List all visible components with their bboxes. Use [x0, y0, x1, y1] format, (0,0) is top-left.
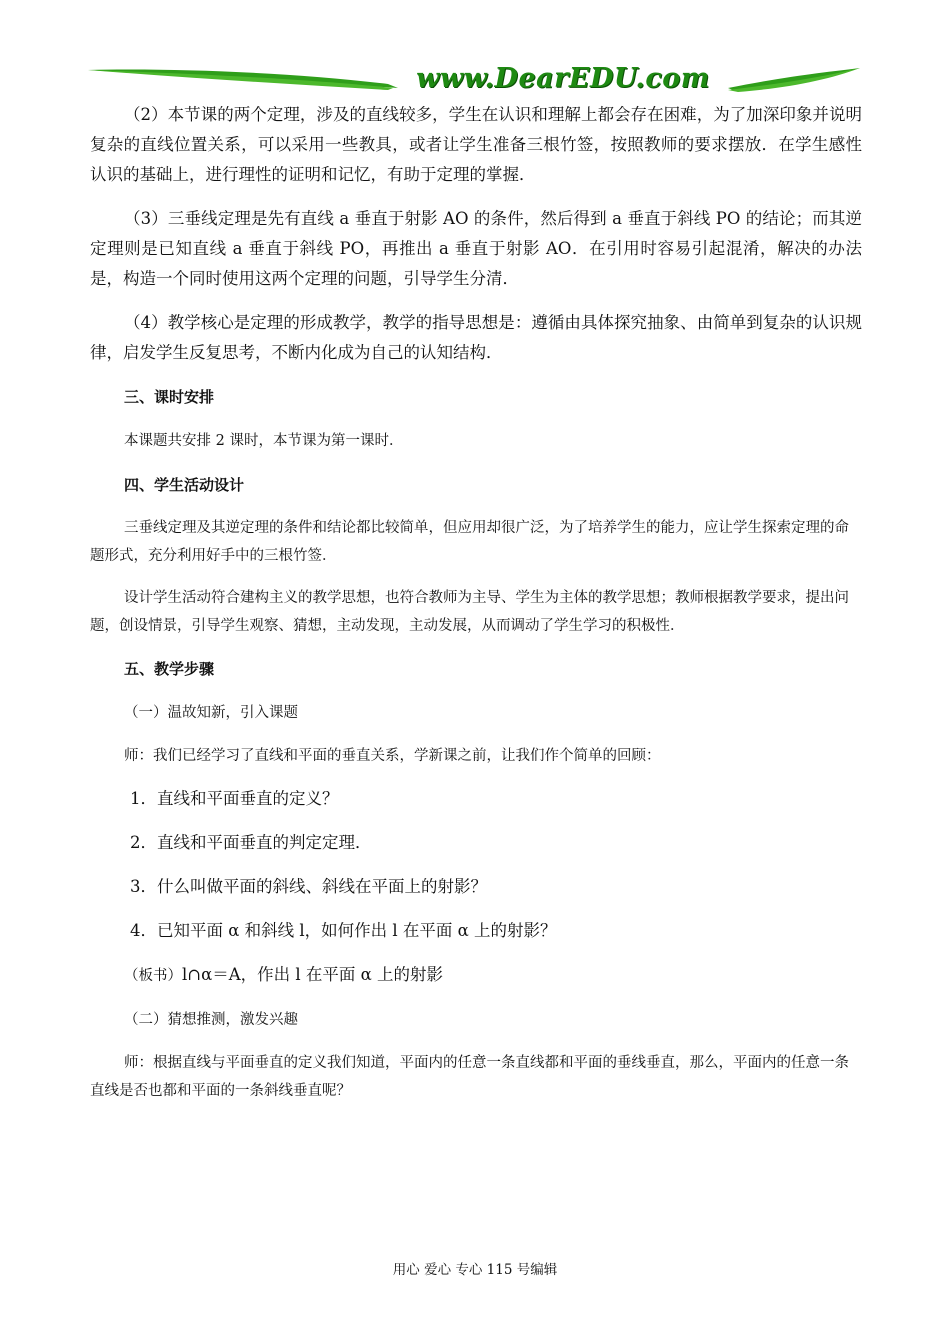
schedule-text: 本课题共安排 2 课时，本节课为第一课时． [124, 433, 404, 449]
review-question-3: 3．什么叫做平面的斜线、斜线在平面上的射影？ [130, 877, 487, 896]
review-question-1: 1．直线和平面垂直的定义？ [130, 789, 339, 808]
paragraph-point-2: （2）本节课的两个定理，涉及的直线较多，学生在认识和理解上都会存在困难，为了加深印象并说明复杂的直线位置关系，可以采用一些教具，或者让学生准备三根竹签，按照教师的要求摆放．在学生感性认识的基础上，进行理性的证明和记忆，有助于定理的掌握． [90, 105, 862, 184]
activity-paragraph-2: 设计学生活动符合建构主义的教学思想，也符合教师为主导、学生为主体的教学思想；教师根据教学要求，提出问题，创设情景，引导学生观察、猜想，主动发现，主动发展，从而调动了学生学习的积极性． [90, 590, 849, 634]
paragraph-point-4: （4）教学核心是定理的形成教学，教学的指导思想是：遵循由具体探究抽象、由简单到复杂的认识规律，启发学生反复思考，不断内化成为自己的认知结构． [90, 313, 862, 362]
review-question-2: 2．直线和平面垂直的判定定理． [130, 833, 372, 852]
section-heading-activity: 四、学生活动设计 [124, 476, 245, 494]
site-header-banner [88, 62, 860, 98]
paragraph-point-3: （3）三垂线定理是先有直线 a 垂直于射影 AO 的条件，然后得到 a 垂直于斜线 PO 的结论；而其逆定理则是已知直线 a 垂直于斜线 PO，再推出 a 垂直于射影 AO．在引用时容易引起混淆，解决的办法是，构造一个同时使用这两个定理的问题，引导学生分清． [90, 209, 862, 288]
teacher-question-paragraph: 师：根据直线与平面垂直的定义我们知道，平面内的任意一条直线都和平面的垂线垂直，那么，平面内的任意一条直线是否也都和平面的一条斜线垂直呢？ [90, 1055, 849, 1099]
section-heading-steps: 五、教学步骤 [124, 660, 215, 678]
document-body [90, 100, 862, 1105]
page-footer: 用心 爱心 专心 115 号编辑 [392, 1262, 558, 1278]
review-question-4: 4．已知平面 α 和斜线 l，如何作出 l 在平面 α 上的射影？ [130, 921, 557, 940]
site-logo: www.DearEDU.com [416, 63, 710, 94]
step-2-title: （二）猜想推测，激发兴趣 [124, 1012, 298, 1028]
step-1-title: （一）温故知新，引入课题 [124, 705, 298, 721]
teacher-intro-line: 师：我们已经学习了直线和平面的垂直关系，学新课之前，让我们作个简单的回顾： [124, 748, 661, 764]
board-note [124, 960, 862, 991]
section-heading-schedule: 三、课时安排 [124, 388, 215, 406]
board-label: （板书） [124, 968, 182, 984]
board-text: l∩α＝A，作出 l 在平面 α 上的射影 [182, 965, 444, 984]
activity-paragraph-1: 三垂线定理及其逆定理的条件和结论都比较简单，但应用却很广泛，为了培养学生的能力，应让学生探索定理的命题形式，充分利用好手中的三根竹签． [90, 520, 849, 564]
